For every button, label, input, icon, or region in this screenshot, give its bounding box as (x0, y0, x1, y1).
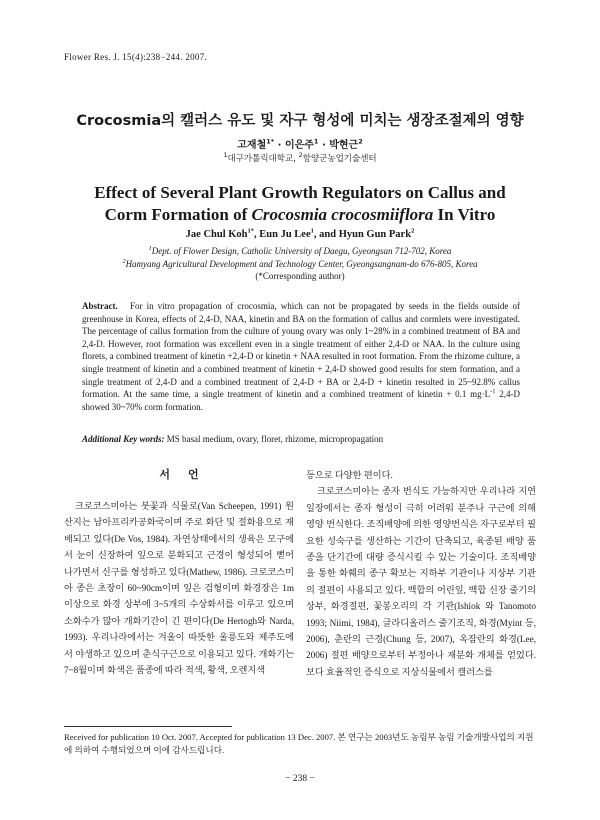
journal-reference: Flower Res. J. 15(4):238−244. 2007. (64, 52, 208, 62)
english-affil-mark: 1 (148, 245, 152, 252)
abstract-label: Abstract. (82, 301, 118, 311)
korean-author-mark: 2 (358, 137, 363, 146)
english-author-join: , (254, 229, 260, 240)
korean-author-separator: · (277, 140, 282, 151)
korean-author-name: 이은주 (284, 140, 314, 151)
korean-affil-mark: 1 (223, 151, 228, 160)
english-author-name: Jae Chul Koh (185, 229, 248, 240)
abstract-text-end: 2,4-D showed 30~70% corm formation. (82, 389, 520, 412)
english-title-suffix: In Vitro (433, 205, 496, 224)
english-affil-text: Hamyang Agricultural Development and Technology Center, Gyeongsangnam-do 676-805, Korea (125, 259, 478, 269)
korean-author-mark: 1* (266, 137, 275, 146)
abstract-unit-superscript: -1 (490, 388, 496, 396)
english-affil-mark: 2 (122, 258, 126, 265)
abstract-text: For in vitro propagation of crocosmia, which can not be propagated by seeds in the fields outside of greenhouse in Korea, effects of 2,4-D, NAA, kinetin and BA on the formation of callus and cormlets were investigated. The percentage of callus formation from the culture of young ovary was only 1~28% in a combined treatment of BA and 2,4-D. However, root formation was excellent even in a single treatment of either 2,4-D or NAA. In the culture using florets, a combined treatment of kinetin +2,4-D or kinetin + NAA resulted in root formation. From the rhizome culture, a single treatment of kinetin and a combined treatment of kinetin + 2,4-D showed good results for stem formation, and a single treatment of 2,4-D and a combined treatment of 2,4-D + BA or 2,4-D + kinetin resulted in 25~92.8% callus formation. At the same time, a single treatment of kinetin and a combined treatment of kinetin + 0.1 mg·L (82, 301, 521, 400)
body-paragraph-continued: 등으로 다양한 편이다. (306, 470, 393, 480)
english-authors (0, 229, 600, 240)
korean-affiliations (0, 152, 600, 164)
body-column-right (306, 467, 536, 680)
korean-author-name: 고재철 (237, 140, 267, 151)
korean-affil-name: 함양군농업기술센터 (302, 154, 377, 164)
english-author-name: Hyun Gun Park (338, 229, 412, 240)
english-author-name: Eun Ju Lee (259, 229, 311, 240)
korean-authors (0, 136, 600, 151)
english-author-mark: 1 (310, 227, 314, 235)
korean-affil-mark: 2 (298, 151, 303, 160)
species-name: Crocosmia crocosmiiflora (251, 205, 434, 224)
keywords (82, 434, 520, 444)
footnote: Received for publication 10 Oct. 2007. Accepted for publication 13 Dec. 2007. 본 연구는 2003년도 농림부 농림 기술개발사업의 지원에 의하여 수행되었으며 이에 감사드립니다. (64, 732, 534, 755)
keywords-text: MS basal medium, ovary, floret, rhizome, micropropagation (164, 434, 384, 444)
english-author-mark: 1* (247, 227, 255, 235)
body-paragraph: 크로코스미아는 종자 번식도 가능하지만 우리나라 지연 일장에서는 종자 형성이 극히 어려워 분주나 구근에 의해 영양 번식한다. 조직배양에 의한 영양번식은 자구로부터 필요한 성숙구를 생산하는 기간이 단축되고, 육종된 배양 품종을 단기간에 대량 증식시킬 수 있는 기술이다. 조직배양을 통한 화훼의 종구 확보는 지하부 기관이나 지상부 기관의 절편이 사용되고 있다. 백합의 어린잎, 백합 신장 줄기의 상부, 화경절편, 꽃봉오리의 각 기관(Ishiok 와 Tanomoto 1993; Niimi, 1984), 글라디올러스 줄기조직, 화경(Myint 등, 2006), 춘란의 근경(Chung 등, 2007), 옥잠란의 화경(Lee, 2006) 절편 배양으로부터 부정아나 재분화 개체를 얻었다. 보다 효율적인 증식으로 지상식물에서 캘러스를 (306, 486, 536, 677)
body-column-left (64, 467, 294, 678)
corresponding-author-note: (*Corresponding author) (255, 271, 345, 281)
english-affiliation-1 (0, 245, 600, 258)
page-number: − 238 − (285, 774, 315, 784)
korean-author-name: 박현근 (329, 140, 359, 151)
english-title (0, 182, 600, 226)
keywords-label: Additional Key words: (82, 434, 165, 444)
english-affiliation-2 (0, 258, 600, 271)
body-paragraph: 크로코스미아는 붓꽃과 식물로(Van Scheepen, 1991) 원산지는 남아프리카공화국이며 주로 화단 및 절화용으로 재배되고 있다(De Vos, 1984). 자연상태에서의 생육은 모구에서 눈이 신장하여 잎으로 분화되고 근경이 형성되어 뻗어 나가면서 신구를 형성하고 있다(Mathew, 1986). 크로코스미아 종은 초장이 60~90cm이며 잎은 검형이며 화경장은 1m 이상으로 화경 상부에 3~5개의 수상화서를 이루고 있으며 소화수가 많아 개화기간이 긴 편이다(De Hertogh와 Narda, 1993). 우리나라에서는 겨울이 따뜻한 울릉도와 제주도에서 야생하고 있으며 춘식구근으로 이용되고 있다. 개화기는 7~8월이며 화색은 품종에 따라 적색, 황색, 오렌지색 (64, 501, 294, 676)
korean-title: Crocosmia의 캘러스 유도 및 자구 형성에 미치는 생장조절제의 영향 (76, 113, 524, 129)
abstract (82, 300, 520, 413)
korean-affil-name: 대구가톨릭대학교, (227, 154, 299, 164)
footnote-divider (64, 726, 232, 727)
korean-author-separator: · (321, 140, 326, 151)
korean-author-mark: 1 (313, 137, 319, 146)
english-affiliations (0, 245, 600, 271)
english-title-line-2 (0, 204, 600, 226)
english-author-mark: 2 (411, 227, 415, 235)
english-title-line-1: Effect of Several Plant Growth Regulators on Callus and (94, 183, 506, 202)
english-affil-text: Dept. of Flower Design, Catholic University of Daegu, Gyeongsan 712-702, Korea (151, 246, 452, 256)
english-title-prefix: Corm Formation of (104, 205, 252, 224)
english-author-join: , and (313, 229, 339, 240)
section-title: 서언 (159, 468, 217, 481)
